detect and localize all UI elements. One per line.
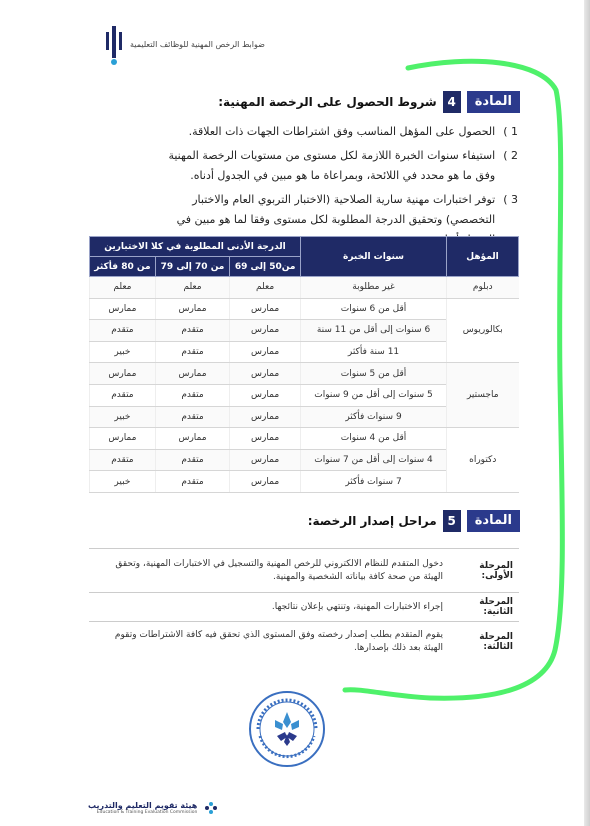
level-cell: متقدم xyxy=(90,384,156,406)
article-4-heading xyxy=(218,91,520,113)
article-word: المادة xyxy=(467,510,520,532)
article-number: 4 xyxy=(443,91,461,113)
level-cell: ممارس xyxy=(155,298,229,320)
level-cell: معلم xyxy=(155,277,229,299)
article-title: شروط الحصول على الرخصة المهنية: xyxy=(218,95,437,109)
level-cell: ممارس xyxy=(230,449,301,471)
license-levels-table xyxy=(89,236,519,493)
qualification-cell: دبلوم xyxy=(447,277,519,299)
stage-label: المرحلة الأولى: xyxy=(449,549,519,593)
footer-brand xyxy=(88,800,219,816)
footer-org-name: هيئة تقويم التعليم والتدريب xyxy=(88,801,198,810)
condition-text: الحصول على المؤهل المناسب وفق اشتراطات الجهات ذات العلاقة. xyxy=(188,125,496,138)
experience-cell: 7 سنوات فأكثر xyxy=(301,471,447,493)
experience-cell: 5 سنوات إلى أقل من 9 سنوات xyxy=(301,384,447,406)
level-cell: ممارس xyxy=(230,320,301,342)
level-cell: متقدم xyxy=(155,471,229,493)
header-qualification: المؤهل xyxy=(447,237,519,277)
level-cell: خبير xyxy=(90,406,156,428)
level-cell: ممارس xyxy=(230,298,301,320)
stage-label: المرحلة الثانية: xyxy=(449,593,519,622)
stage-text: يقوم المتقدم بطلب إصدار رخصته وفق المستوى الذي تحقق فيه كافة الاشتراطات وتقوم الهيئة بعد ذلك بإصدارها. xyxy=(89,622,449,662)
level-cell: ممارس xyxy=(230,384,301,406)
stage-text: دخول المتقدم للنظام الالكتروني للرخص المهنية والتسجيل في الاختبارات المهنية، وتحقق الهيئة من صحة كافة بياناته الشخصية والمهنية. xyxy=(89,549,449,593)
stage-label: المرحلة الثالثة: xyxy=(449,622,519,662)
condition-text: توفر اختبارات مهنية سارية الصلاحية (الاختبار التربوي العام والاختبار التخصصي) وتحقيق الدرجة المطلوبة لكل مستوى وفقا لما هو مبين في xyxy=(176,193,496,226)
condition-text: استيفاء سنوات الخبرة اللازمة لكل مستوى من مستويات الرخصة المهنية وفق ما هو محدد في اللائحة، وبمراعاة ما هو مبين في الجدول أدناه. xyxy=(168,149,496,182)
table-row xyxy=(90,428,519,450)
level-cell: ممارس xyxy=(230,406,301,428)
experience-cell: 4 سنوات إلى أقل من 7 سنوات xyxy=(301,449,447,471)
header-grade-col-2: من 70 إلى 79 xyxy=(155,257,229,277)
table-row xyxy=(90,298,519,320)
experience-cell: أقل من 5 سنوات xyxy=(301,363,447,385)
level-cell: متقدم xyxy=(155,320,229,342)
level-cell: معلم xyxy=(230,277,301,299)
footer-org-name-en: Education & Training Evaluation Commission xyxy=(96,810,198,815)
article-word: المادة xyxy=(467,91,520,113)
table-body xyxy=(90,277,519,493)
stages-table xyxy=(89,548,519,662)
level-cell: ممارس xyxy=(90,363,156,385)
header-grade-col-1: من50 إلى 69 xyxy=(230,257,301,277)
level-cell: متقدم xyxy=(155,449,229,471)
experience-cell: غير مطلوبة xyxy=(301,277,447,299)
article-5-heading xyxy=(308,510,520,532)
condition-item xyxy=(158,122,518,142)
stage-text: إجراء الاختبارات المهنية، وتنتهي بإعلان نتائجها. xyxy=(89,593,449,622)
article-title: مراحل إصدار الرخصة: xyxy=(307,514,437,528)
level-cell: ممارس xyxy=(230,363,301,385)
header-grade-col-3: من 80 فأكثر xyxy=(90,257,156,277)
conditions-list xyxy=(158,122,518,254)
level-cell: ممارس xyxy=(230,471,301,493)
experience-cell: أقل من 4 سنوات xyxy=(301,428,447,450)
organization-logo-icon xyxy=(203,800,219,816)
condition-item xyxy=(158,146,518,186)
qualification-cell: ماجستير xyxy=(447,363,519,428)
qualification-cell: دكتوراه xyxy=(447,428,519,493)
experience-cell: 11 سنة فأكثر xyxy=(301,341,447,363)
stage-row xyxy=(89,549,519,593)
level-cell: ممارس xyxy=(230,341,301,363)
footer-org-text xyxy=(88,801,197,815)
header-experience: سنوات الخبرة xyxy=(301,237,447,277)
header-title: ضوابط الرخص المهنية للوظائف التعليمية xyxy=(130,40,265,49)
level-cell: ممارس xyxy=(90,428,156,450)
condition-number: 3 ) xyxy=(503,193,518,206)
condition-number: 2 ) xyxy=(503,149,518,162)
document-logo-icon xyxy=(102,24,126,66)
level-cell: متقدم xyxy=(155,341,229,363)
level-cell: ممارس xyxy=(230,428,301,450)
level-cell: معلم xyxy=(90,277,156,299)
level-cell: ممارس xyxy=(90,298,156,320)
official-stamp-icon xyxy=(248,690,326,768)
table-row xyxy=(90,277,519,299)
level-cell: خبير xyxy=(90,471,156,493)
condition-number: 1 ) xyxy=(503,125,518,138)
level-cell: متقدم xyxy=(90,320,156,342)
level-cell: ممارس xyxy=(155,363,229,385)
level-cell: خبير xyxy=(90,341,156,363)
stage-row xyxy=(89,593,519,622)
header-min-grade: الدرجة الأدنى المطلوبة في كلا الاختبارين xyxy=(90,237,301,257)
qualification-cell: بكالوريوس xyxy=(447,298,519,363)
experience-cell: 6 سنوات إلى أقل من 11 سنة xyxy=(301,320,447,342)
stage-row xyxy=(89,622,519,662)
level-cell: متقدم xyxy=(155,384,229,406)
experience-cell: 9 سنوات فأكثر xyxy=(301,406,447,428)
page-edge xyxy=(584,0,590,826)
article-number: 5 xyxy=(443,510,461,532)
experience-cell: أقل من 6 سنوات xyxy=(301,298,447,320)
level-cell: متقدم xyxy=(155,406,229,428)
level-cell: ممارس xyxy=(155,428,229,450)
table-row xyxy=(90,363,519,385)
level-cell: متقدم xyxy=(90,449,156,471)
